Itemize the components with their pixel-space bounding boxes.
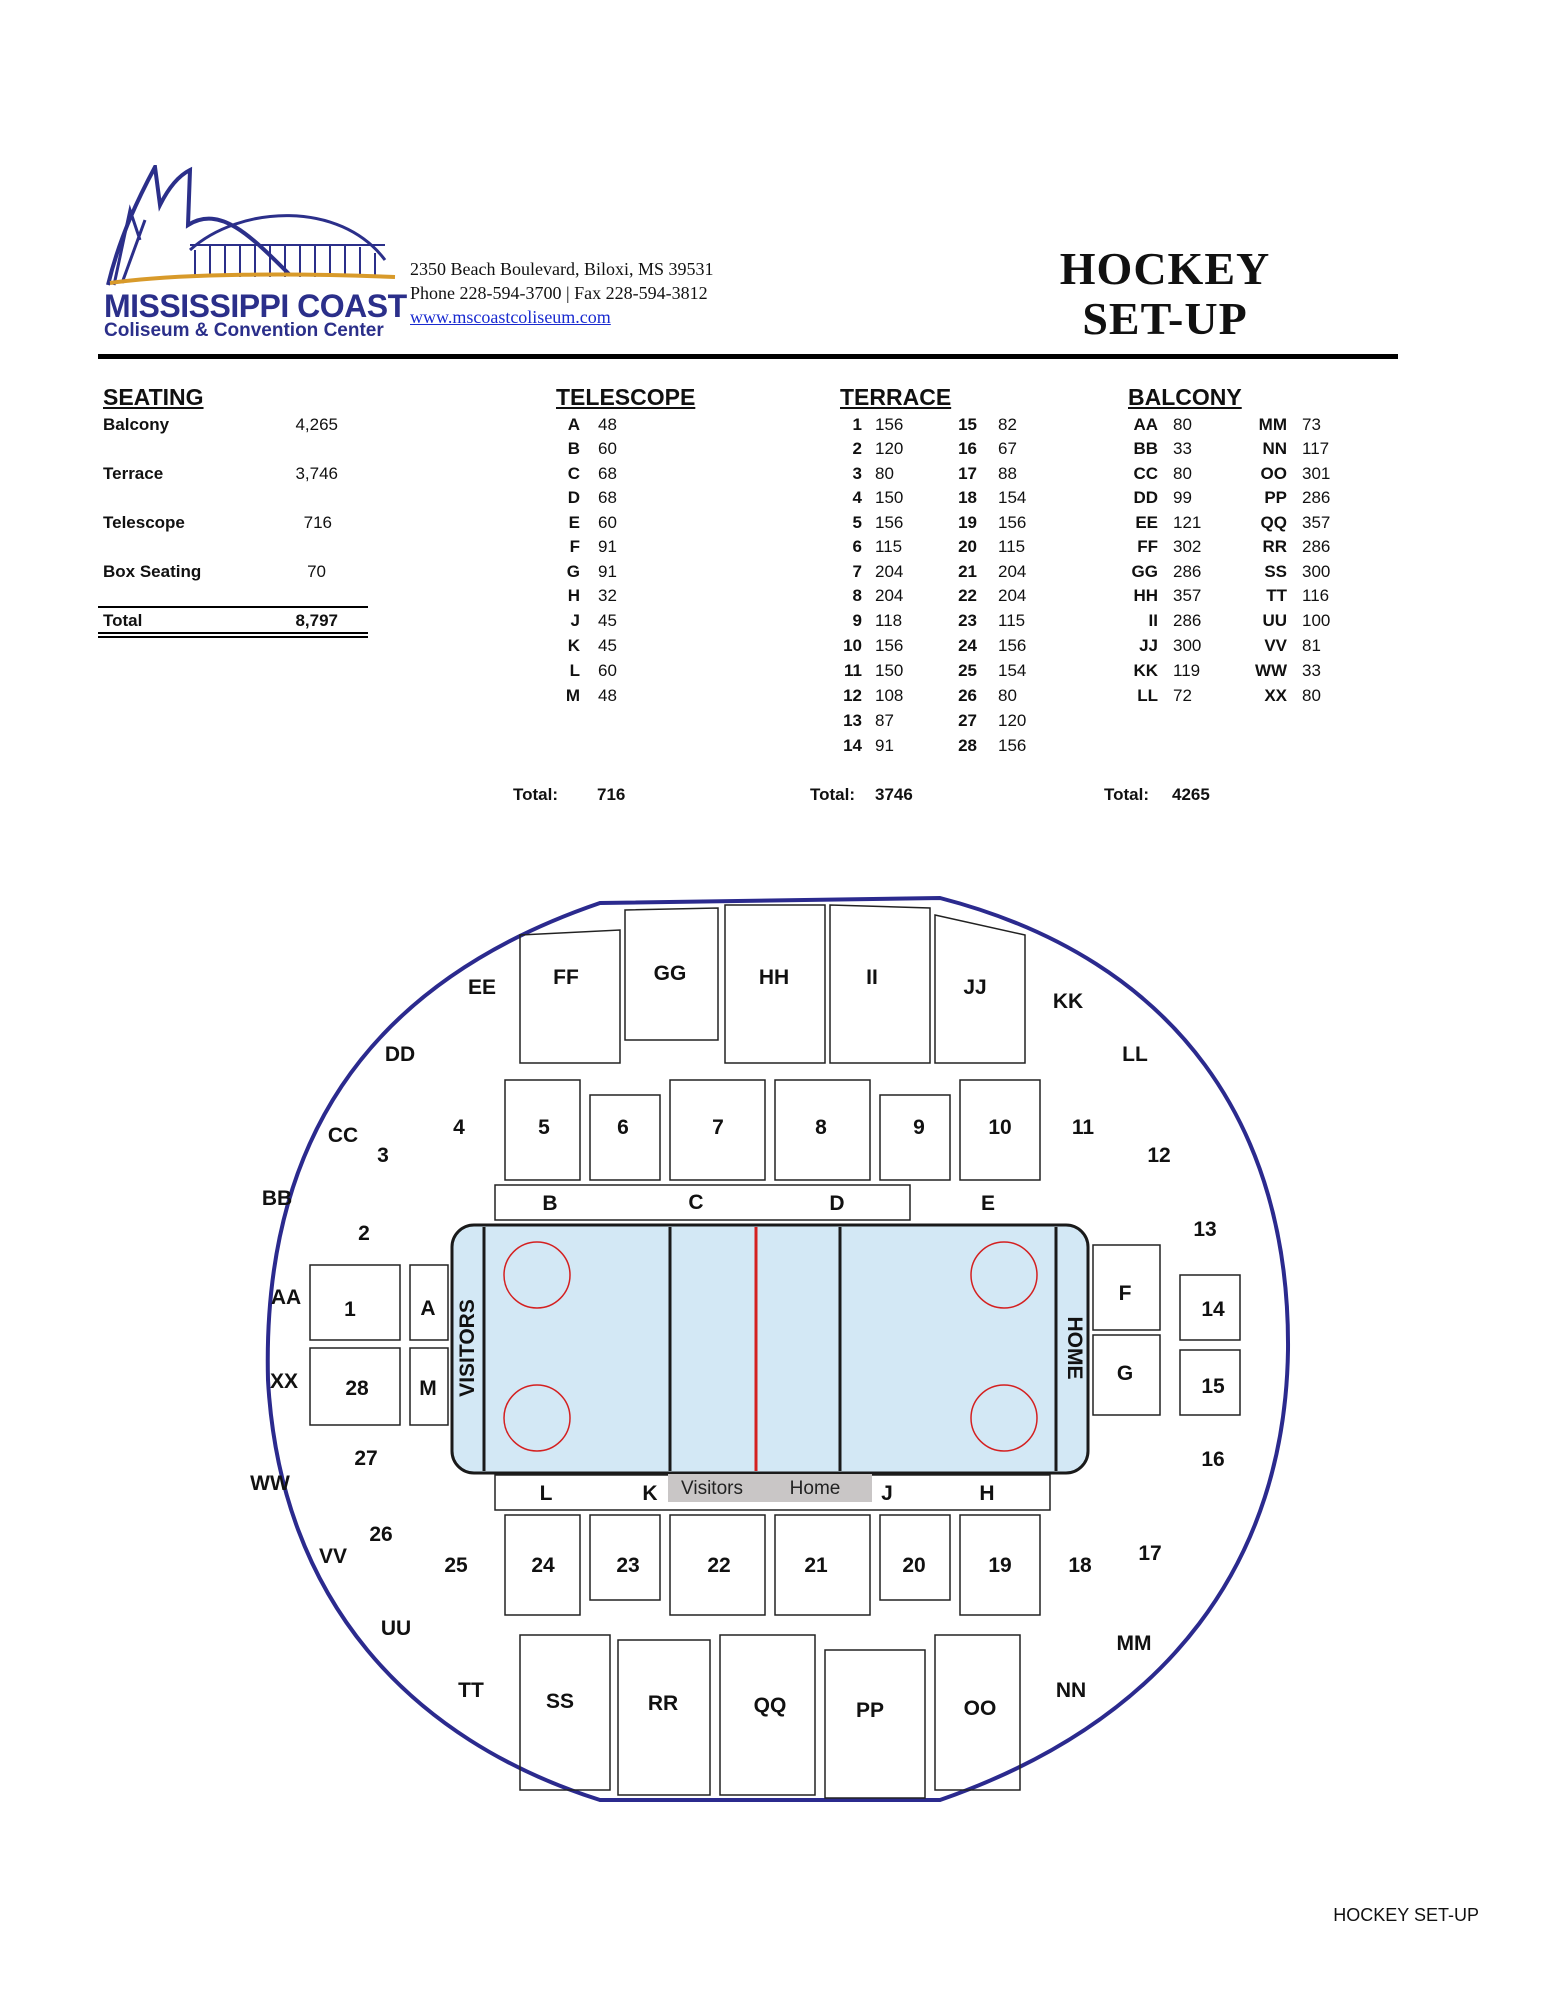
section-box-ii — [830, 905, 930, 1063]
seat-count: 119 — [1173, 661, 1201, 680]
section-id: E — [568, 513, 580, 532]
page-title-line2: SET-UP — [1082, 293, 1248, 344]
seat-count: 91 — [598, 562, 617, 581]
section-id: 9 — [852, 611, 862, 630]
section-label-14[interactable]: 14 — [1201, 1298, 1225, 1321]
section-label-rr[interactable]: RR — [647, 1692, 679, 1715]
section-id: 27 — [958, 711, 977, 730]
seat-count: 88 — [998, 464, 1017, 483]
seat-count: 300 — [1173, 636, 1202, 655]
section-id: D — [567, 488, 580, 507]
section-id: CC — [1133, 464, 1158, 483]
address-line: 2350 Beach Boulevard, Biloxi, MS 39531 — [410, 259, 714, 279]
section-label-nn[interactable]: NN — [1055, 1679, 1087, 1702]
section-id: WW — [1255, 661, 1288, 680]
seat-count: 286 — [1302, 537, 1331, 556]
seating-row-value: 716 — [303, 513, 332, 532]
section-id: 15 — [958, 415, 977, 434]
section-id: 2 — [852, 439, 862, 458]
seat-count: 116 — [1302, 586, 1330, 605]
seat-count: 60 — [598, 513, 617, 532]
seat-count: 156 — [998, 736, 1027, 755]
section-id: J — [570, 611, 580, 630]
section-label-vv[interactable]: VV — [318, 1545, 348, 1568]
seat-count: 204 — [875, 562, 904, 581]
seating-row-label: Telescope — [103, 513, 185, 532]
seat-count: 68 — [598, 464, 617, 483]
section-label-ee[interactable]: EE — [467, 976, 497, 999]
seat-count: 204 — [998, 586, 1027, 605]
section-label-8[interactable]: 8 — [815, 1116, 827, 1139]
seat-count: 80 — [1173, 415, 1192, 434]
section-label-26[interactable]: 26 — [369, 1523, 393, 1546]
seat-count: 80 — [1302, 686, 1321, 705]
section-label-27[interactable]: 27 — [354, 1447, 378, 1470]
seat-count: 80 — [875, 464, 894, 483]
section-label-m[interactable]: M — [419, 1377, 437, 1400]
section-label-qq[interactable]: QQ — [753, 1694, 787, 1717]
seat-count: 150 — [875, 661, 904, 680]
section-id: 22 — [958, 586, 977, 605]
seating-row-label: Box Seating — [103, 562, 202, 581]
seat-count: 156 — [875, 636, 904, 655]
section-label-5[interactable]: 5 — [538, 1116, 550, 1139]
seat-count: 45 — [598, 611, 617, 630]
section-id: 25 — [958, 661, 977, 680]
section-id: UU — [1262, 611, 1287, 630]
section-label-l[interactable]: L — [539, 1482, 553, 1505]
seating-row-value: 70 — [307, 562, 326, 581]
telescope-total-value: 716 — [597, 785, 626, 804]
section-label-ll[interactable]: LL — [1122, 1043, 1148, 1066]
section-id: F — [569, 537, 580, 556]
section-label-15[interactable]: 15 — [1201, 1375, 1225, 1398]
seating-heading: SEATING — [103, 384, 204, 410]
section-label-h[interactable]: H — [979, 1482, 995, 1505]
seat-count: 45 — [598, 636, 617, 655]
section-label-oo[interactable]: OO — [963, 1697, 997, 1720]
section-id: 28 — [958, 736, 977, 755]
rink-visitors-label: VISITORS — [456, 1299, 479, 1397]
seat-count: 91 — [875, 736, 894, 755]
section-id: 8 — [852, 586, 862, 605]
section-id: A — [567, 415, 580, 434]
section-label-gg[interactable]: GG — [653, 962, 687, 985]
section-box-pp — [825, 1650, 925, 1798]
seat-count: 302 — [1173, 537, 1202, 556]
section-id: K — [567, 636, 580, 655]
section-id: 10 — [843, 636, 862, 655]
section-id: 5 — [852, 513, 862, 532]
seat-count: 156 — [998, 636, 1027, 655]
section-id: 13 — [843, 711, 862, 730]
section-label-f[interactable]: F — [1118, 1282, 1132, 1305]
seat-count: 81 — [1302, 636, 1321, 655]
section-id: RR — [1262, 537, 1287, 556]
bench-home-label: Home — [789, 1478, 841, 1499]
section-id: HH — [1133, 586, 1158, 605]
section-id: AA — [1133, 415, 1158, 434]
section-label-9[interactable]: 9 — [913, 1116, 925, 1139]
section-label-e[interactable]: E — [980, 1192, 996, 1215]
seat-count: 121 — [1173, 513, 1202, 532]
footer-label: HOCKEY SET-UP — [1333, 1905, 1479, 1925]
seat-count: 48 — [598, 686, 617, 705]
seat-count: 72 — [1173, 686, 1192, 705]
seat-count: 286 — [1173, 562, 1202, 581]
section-id: VV — [1264, 636, 1287, 655]
section-id: 23 — [958, 611, 977, 630]
seating-row-label: Terrace — [103, 464, 164, 483]
seat-count: 60 — [598, 439, 617, 458]
section-id: GG — [1131, 562, 1158, 581]
section-id: 7 — [852, 562, 862, 581]
seat-count: 301 — [1302, 464, 1331, 483]
section-label-ff[interactable]: FF — [553, 966, 579, 989]
section-label-uu[interactable]: UU — [380, 1617, 412, 1640]
section-id: NN — [1262, 439, 1287, 458]
hockey-rink — [452, 1225, 1088, 1502]
section-label-cc[interactable]: CC — [327, 1124, 359, 1147]
section-id: 14 — [843, 736, 862, 755]
section-label-xx[interactable]: XX — [269, 1370, 299, 1393]
section-id: 24 — [958, 636, 977, 655]
section-label-ss[interactable]: SS — [545, 1690, 575, 1713]
seat-count: 108 — [875, 686, 904, 705]
seat-count: 67 — [998, 439, 1017, 458]
bench-visitors-label: Visitors — [681, 1478, 743, 1499]
section-id: 20 — [958, 537, 977, 556]
section-id: OO — [1260, 464, 1287, 483]
seat-count: 120 — [998, 711, 1027, 730]
balcony-total-label: Total: — [1104, 785, 1150, 804]
seat-count: 150 — [875, 488, 904, 507]
section-label-13[interactable]: 13 — [1193, 1218, 1217, 1241]
seat-count: 286 — [1302, 488, 1331, 507]
seating-row-value: 4,265 — [295, 415, 338, 434]
section-id: 26 — [958, 686, 977, 705]
section-label-k[interactable]: K — [642, 1482, 658, 1505]
section-label-jj[interactable]: JJ — [963, 976, 987, 999]
section-id: LL — [1137, 686, 1158, 705]
terrace-heading: TERRACE — [840, 384, 952, 410]
seat-count: 91 — [598, 537, 617, 556]
section-label-16[interactable]: 16 — [1201, 1448, 1225, 1471]
section-label-6[interactable]: 6 — [617, 1116, 629, 1139]
section-id: C — [567, 464, 580, 483]
section-id: 11 — [844, 661, 862, 680]
seat-count: 60 — [598, 661, 617, 680]
section-label-12[interactable]: 12 — [1147, 1144, 1171, 1167]
seat-count: 99 — [1173, 488, 1192, 507]
section-id: II — [1148, 611, 1158, 630]
seating-row-value: 3,746 — [295, 464, 338, 483]
seat-count: 80 — [998, 686, 1017, 705]
section-label-28[interactable]: 28 — [345, 1377, 369, 1400]
section-label-21[interactable]: 21 — [804, 1554, 828, 1577]
section-label-23[interactable]: 23 — [616, 1554, 640, 1577]
section-id: G — [566, 562, 580, 581]
page-title-line1: HOCKEY — [1059, 243, 1271, 294]
seat-count: 73 — [1302, 415, 1321, 434]
section-label-mm[interactable]: MM — [1116, 1632, 1152, 1655]
section-label-hh[interactable]: HH — [758, 966, 790, 989]
seat-count: 33 — [1302, 661, 1321, 680]
seat-count: 204 — [875, 586, 904, 605]
section-label-20[interactable]: 20 — [902, 1554, 926, 1577]
section-id: BB — [1133, 439, 1158, 458]
section-id: 18 — [958, 488, 977, 507]
telescope-total-label: Total: — [513, 785, 559, 804]
seat-count: 117 — [1302, 439, 1330, 458]
section-label-18[interactable]: 18 — [1068, 1554, 1092, 1577]
section-label-24[interactable]: 24 — [531, 1554, 555, 1577]
section-id: 12 — [843, 686, 862, 705]
section-label-pp[interactable]: PP — [855, 1699, 885, 1722]
section-label-aa[interactable]: AA — [270, 1286, 302, 1309]
section-label-dd[interactable]: DD — [384, 1043, 416, 1066]
section-label-11[interactable]: 11 — [1071, 1116, 1095, 1139]
section-id: 17 — [958, 464, 977, 483]
phone-fax-line: Phone 228-594-3700 | Fax 228-594-3812 — [410, 283, 708, 303]
section-label-c[interactable]: C — [688, 1191, 704, 1214]
terrace-total-value: 3746 — [875, 785, 913, 804]
seat-count: 115 — [875, 537, 903, 556]
section-label-d[interactable]: D — [829, 1192, 845, 1215]
section-label-bb[interactable]: BB — [261, 1187, 293, 1210]
section-id: DD — [1133, 488, 1158, 507]
section-id: B — [567, 439, 580, 458]
section-label-a[interactable]: A — [420, 1297, 436, 1320]
section-id: M — [565, 686, 580, 705]
seat-count: 115 — [998, 537, 1026, 556]
section-id: 16 — [958, 439, 977, 458]
seat-count: 154 — [998, 661, 1027, 680]
section-label-10[interactable]: 10 — [988, 1116, 1012, 1139]
section-box-ff — [520, 930, 620, 1063]
rink-home-label: HOME — [1063, 1316, 1086, 1380]
seating-total-value: 8,797 — [295, 611, 338, 630]
section-id: FF — [1137, 537, 1158, 556]
seat-count: 286 — [1173, 611, 1202, 630]
section-label-17[interactable]: 17 — [1138, 1542, 1162, 1565]
seat-count: 357 — [1302, 513, 1331, 532]
section-id: L — [569, 661, 580, 680]
section-id: EE — [1135, 513, 1158, 532]
section-id: 19 — [958, 513, 977, 532]
section-id: 4 — [852, 488, 862, 507]
seat-count: 118 — [875, 611, 903, 630]
seat-count: 82 — [998, 415, 1017, 434]
seat-count: 204 — [998, 562, 1027, 581]
section-label-22[interactable]: 22 — [707, 1554, 731, 1577]
seat-count: 48 — [598, 415, 617, 434]
section-id: SS — [1264, 562, 1287, 581]
seat-count: 300 — [1302, 562, 1331, 581]
section-id: KK — [1133, 661, 1158, 680]
section-label-ii[interactable]: II — [866, 966, 878, 989]
seat-count: 33 — [1173, 439, 1192, 458]
section-id: TT — [1266, 586, 1287, 605]
section-label-19[interactable]: 19 — [988, 1554, 1012, 1577]
telescope-heading: TELESCOPE — [556, 384, 696, 410]
section-id: XX — [1264, 686, 1287, 705]
terrace-total-label: Total: — [810, 785, 856, 804]
section-label-g[interactable]: G — [1116, 1362, 1134, 1385]
seat-count: 100 — [1302, 611, 1331, 630]
seating-row-label: Balcony — [103, 415, 170, 434]
section-id: PP — [1264, 488, 1287, 507]
section-id: H — [567, 586, 580, 605]
ice-surface — [452, 1225, 1088, 1473]
section-id: MM — [1258, 415, 1287, 434]
seat-count: 154 — [998, 488, 1027, 507]
section-label-j[interactable]: J — [881, 1482, 893, 1505]
seating-total-label: Total — [103, 611, 143, 630]
section-label-ww[interactable]: WW — [250, 1472, 290, 1495]
section-id: 3 — [852, 464, 862, 483]
seat-count: 357 — [1173, 586, 1202, 605]
logo-subtitle: Coliseum & Convention Center — [104, 320, 384, 341]
website-link[interactable]: www.mscoastcoliseum.com — [410, 307, 611, 327]
section-label-b[interactable]: B — [542, 1192, 558, 1215]
seat-count: 156 — [998, 513, 1027, 532]
section-box-rr — [618, 1640, 710, 1795]
logo-name: MISSISSIPPI COAST — [104, 288, 407, 324]
section-id: 1 — [852, 415, 862, 434]
section-label-3[interactable]: 3 — [377, 1144, 389, 1167]
seat-count: 32 — [598, 586, 617, 605]
seat-count: 115 — [998, 611, 1026, 630]
section-label-tt[interactable]: TT — [458, 1679, 484, 1702]
balcony-total-value: 4265 — [1172, 785, 1210, 804]
seat-count: 80 — [1173, 464, 1192, 483]
balcony-heading: BALCONY — [1128, 384, 1242, 410]
seat-count: 156 — [875, 513, 904, 532]
seat-count: 120 — [875, 439, 904, 458]
section-label-2[interactable]: 2 — [358, 1222, 370, 1245]
section-id: 6 — [852, 537, 862, 556]
section-label-1[interactable]: 1 — [344, 1298, 356, 1321]
section-label-7[interactable]: 7 — [712, 1116, 724, 1139]
section-id: JJ — [1139, 636, 1158, 655]
section-label-25[interactable]: 25 — [444, 1554, 468, 1577]
seat-count: 156 — [875, 415, 904, 434]
section-id: 21 — [958, 562, 977, 581]
section-label-kk[interactable]: KK — [1052, 990, 1084, 1013]
section-id: QQ — [1260, 513, 1287, 532]
seat-count: 87 — [875, 711, 894, 730]
seat-count: 68 — [598, 488, 617, 507]
section-label-4[interactable]: 4 — [453, 1116, 465, 1139]
